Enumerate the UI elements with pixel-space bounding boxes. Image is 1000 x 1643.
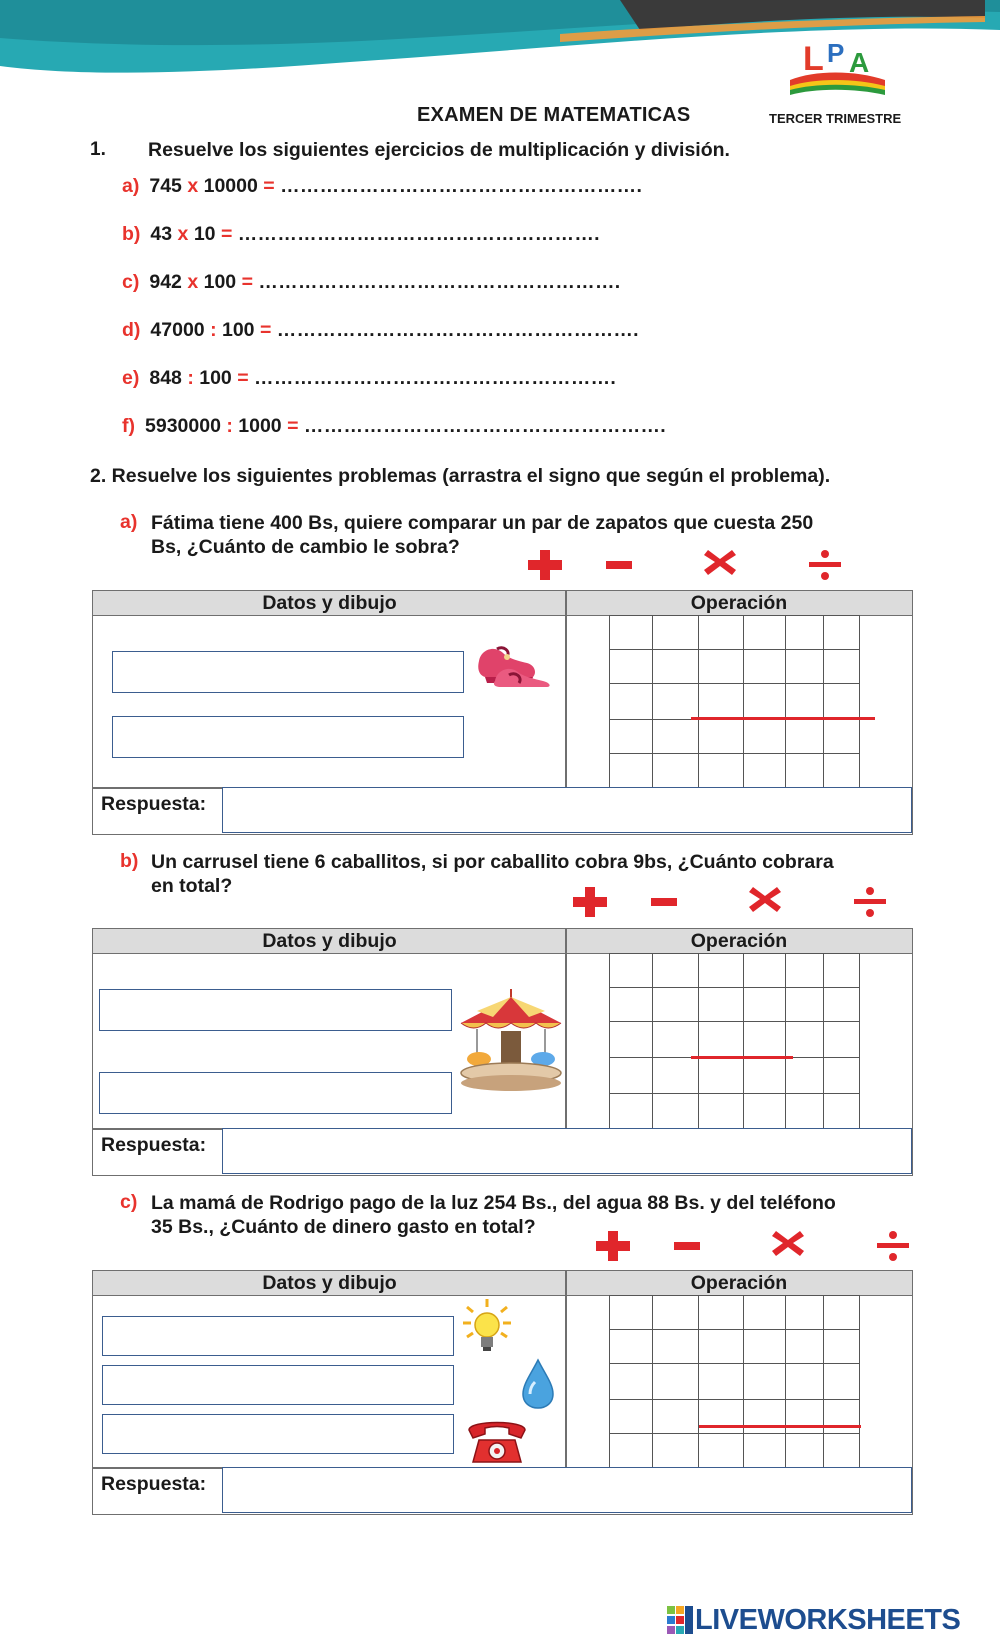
operand-a: 848 [149, 367, 182, 389]
svg-text:A: A [849, 47, 870, 78]
exam-title: EXAMEN DE MATEMATICAS [417, 104, 691, 126]
telephone-icon [465, 1414, 529, 1466]
answer-blank[interactable]: ………………………………………………. [254, 367, 617, 389]
equals-sign: = [237, 367, 249, 389]
times-sign-icon[interactable] [700, 545, 740, 579]
problem-b-table [92, 928, 913, 1176]
operator: x [187, 271, 199, 293]
operand-b: 100 [199, 367, 232, 389]
equals-sign: = [259, 319, 272, 341]
answer-blank[interactable]: ………………………………………………. [237, 223, 600, 245]
minus-sign-icon[interactable] [600, 548, 640, 582]
operation-column-header: Operación [566, 929, 912, 954]
operation-grid[interactable] [609, 1295, 859, 1467]
operation-column-header: Operación [566, 591, 912, 616]
operation-grid[interactable] [609, 615, 859, 787]
divide-sign-icon[interactable] [850, 885, 890, 919]
operator: : [226, 415, 233, 437]
problem-line-1: La mamá de Rodrigo pago de la luz 254 Bs., del agua 88 Bs. y del teléfono [151, 1192, 836, 1214]
question-1-number: 1. [90, 139, 106, 160]
data-input-1[interactable] [112, 651, 464, 693]
answer-label: Respuesta: [101, 1134, 207, 1156]
problem-line-1: Un carrusel tiene 6 caballitos, si por caballito cobra 9bs, ¿Cuánto cobrara [151, 851, 834, 873]
exercise-c[interactable] [122, 271, 621, 294]
divide-sign-icon[interactable] [805, 548, 845, 582]
answer-blank[interactable]: ………………………………………………. [258, 271, 621, 293]
problem-line-2: en total? [151, 875, 233, 897]
problem-line-1: Fátima tiene 400 Bs, quiere comparar un par de zapatos que cuesta 250 [151, 512, 814, 534]
result-line [691, 717, 875, 720]
equals-sign: = [263, 175, 275, 197]
question-1-instruction: Resuelve los siguientes ejercicios de multiplicación y división. [148, 139, 730, 161]
equals-sign: = [287, 415, 299, 437]
problem-a-table [92, 590, 913, 835]
answer-input[interactable] [222, 1128, 912, 1174]
operand-b: 10 [193, 223, 216, 245]
data-input-2[interactable] [99, 1072, 452, 1114]
operand-a: 47000 [150, 319, 205, 341]
plus-sign-icon[interactable] [593, 1229, 633, 1263]
problem-c-table [92, 1270, 913, 1515]
operand-b: 1000 [238, 415, 282, 437]
carousel-icon [457, 989, 565, 1093]
data-column-header: Datos y dibujo [93, 929, 566, 954]
exercise-label: a) [122, 175, 140, 197]
operation-grid[interactable] [609, 953, 859, 1128]
operand-b: 10000 [203, 175, 258, 197]
water-drop-icon [521, 1358, 555, 1410]
data-input-3[interactable] [102, 1414, 454, 1454]
problem-line-2: 35 Bs., ¿Cuánto de dinero gasto en total? [151, 1216, 536, 1238]
answer-blank[interactable]: ………………………………………………. [280, 175, 643, 197]
exercise-label: b) [122, 223, 141, 245]
shoes-icon [473, 631, 553, 699]
data-input-1[interactable] [102, 1316, 454, 1356]
equals-sign: = [220, 223, 233, 245]
operator: x [187, 175, 199, 197]
data-input-2[interactable] [112, 716, 464, 758]
exercise-f[interactable] [122, 415, 666, 438]
plus-sign-icon[interactable] [570, 885, 610, 919]
operation-column-header: Operación [566, 1271, 912, 1296]
exercise-e[interactable] [122, 367, 616, 390]
answer-input[interactable] [222, 787, 912, 833]
problem-a-label: a) [120, 511, 138, 533]
answer-input[interactable] [222, 1467, 912, 1513]
light-bulb-icon [461, 1297, 513, 1353]
school-logo [785, 28, 895, 98]
operand-a: 942 [149, 271, 182, 293]
problem-line-2: Bs, ¿Cuánto de cambio le sobra? [151, 536, 460, 558]
operand-b: 100 [203, 271, 237, 293]
exercise-label: f) [122, 415, 135, 437]
exercise-d[interactable] [122, 319, 639, 342]
minus-sign-icon[interactable] [668, 1229, 708, 1263]
svg-text:P: P [827, 38, 845, 68]
problem-c-label: c) [120, 1191, 138, 1213]
question-2-instruction: 2. Resuelve los siguientes problemas (arrastra el signo que según el problema). [90, 465, 831, 487]
operand-b: 100 [221, 319, 255, 341]
liveworksheets-brand[interactable]: LIVEWORKSHEETS [695, 1604, 961, 1636]
problem-b-label: b) [120, 850, 139, 872]
answer-label: Respuesta: [101, 793, 207, 815]
exercise-label: d) [122, 319, 141, 341]
minus-sign-icon[interactable] [645, 885, 685, 919]
answer-label: Respuesta: [101, 1473, 207, 1495]
operand-a: 43 [150, 223, 173, 245]
operand-a: 745 [149, 175, 182, 197]
answer-blank[interactable]: ………………………………………………. [303, 415, 667, 437]
answer-blank[interactable]: ………………………………………………. [276, 319, 639, 341]
data-input-2[interactable] [102, 1365, 454, 1405]
svg-text:L: L [803, 40, 824, 78]
result-line [699, 1425, 861, 1428]
operand-a: 5930000 [145, 415, 221, 437]
operator: x [177, 223, 189, 245]
operator: : [210, 319, 217, 341]
plus-sign-icon[interactable] [525, 548, 565, 582]
data-column-header: Datos y dibujo [93, 591, 566, 616]
times-sign-icon[interactable] [768, 1226, 808, 1260]
divide-sign-icon[interactable] [873, 1229, 913, 1263]
exercise-b[interactable] [122, 223, 600, 246]
liveworksheets-logo-icon [667, 1606, 693, 1634]
data-input-1[interactable] [99, 989, 452, 1031]
operator: : [187, 367, 194, 389]
exercise-label: c) [122, 271, 140, 293]
exercise-label: e) [122, 367, 140, 389]
result-line [691, 1056, 793, 1059]
times-sign-icon[interactable] [745, 882, 785, 916]
exercise-a[interactable] [122, 175, 642, 198]
data-column-header: Datos y dibujo [93, 1271, 566, 1296]
trimester-label: TERCER TRIMESTRE [769, 111, 902, 126]
equals-sign: = [241, 271, 253, 293]
problem-a-text [151, 511, 891, 559]
